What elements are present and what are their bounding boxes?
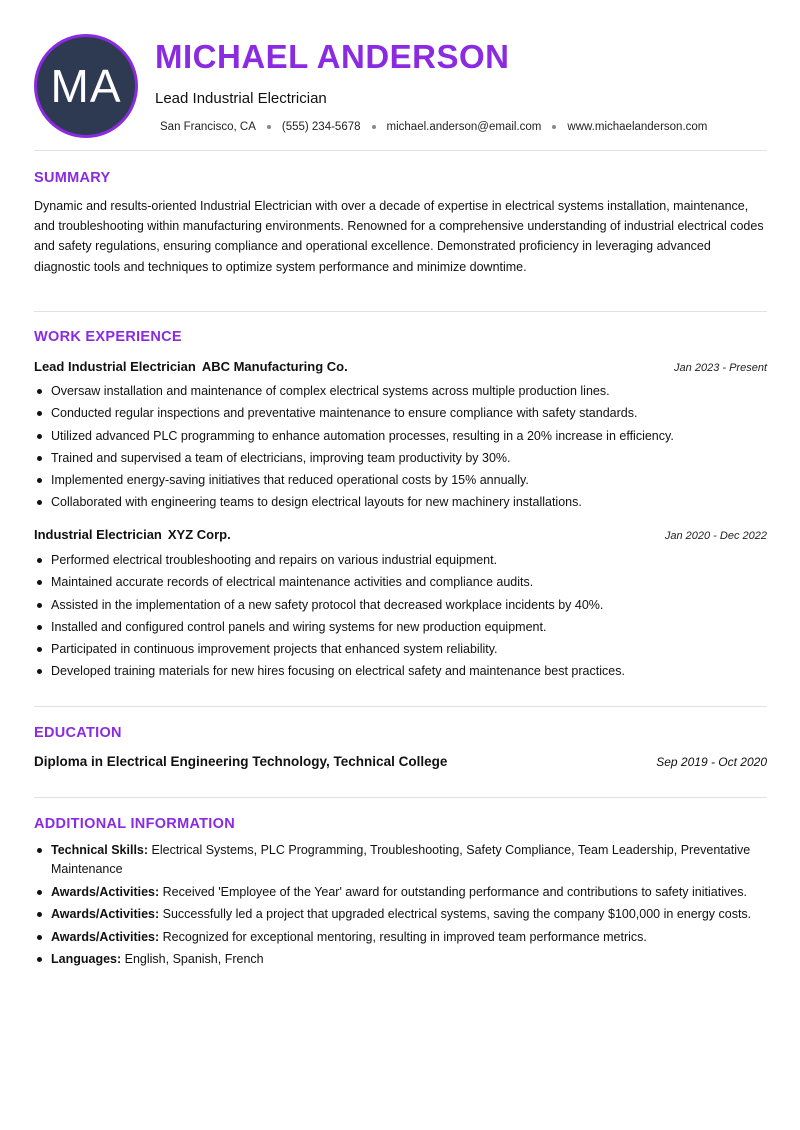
- job-bullets: [34, 380, 767, 514]
- divider: [34, 150, 767, 151]
- contact-row: [160, 121, 707, 133]
- job-date: Jan 2023 - Present: [674, 362, 767, 374]
- info-label: Technical Skills:: [51, 843, 149, 857]
- divider: [34, 706, 767, 707]
- summary-text: Dynamic and results-oriented Industrial Electrician with over a decade of expertise in electrical systems installation, maintenance, and troubleshooting within manufacturing environments. Renowned for a comprehensive understanding of industrial electrical codes and safety regulations, ensuring compliance and operational excellence. Demonstrated proficiency in leveraging advanced diagnostic tools and techniques to optimize system performance and minimize downtime.: [34, 199, 764, 274]
- divider: [34, 797, 767, 798]
- list-item: Performed electrical troubleshooting and repairs on various industrial equipment.: [34, 549, 767, 571]
- list-item: [34, 841, 767, 879]
- education-date: Sep 2019 - Oct 2020: [656, 755, 767, 769]
- list-item: Assisted in the implementation of a new safety protocol that decreased workplace incidents by 40%.: [34, 594, 767, 616]
- education-degree: Diploma in Electrical Engineering Technology, Technical College: [34, 754, 448, 769]
- avatar-initials: MA: [50, 60, 122, 112]
- list-item: Developed training materials for new hires focusing on electrical safety and maintenance best practices.: [34, 660, 767, 682]
- contact-phone: (555) 234-5678: [281, 121, 361, 133]
- info-text: Received 'Employee of the Year' award for outstanding performance and contributions to safety initiatives.: [162, 884, 747, 899]
- list-item: Trained and supervised a team of electricians, improving team productivity by 30%.: [34, 447, 767, 469]
- info-text: Recognized for exceptional mentoring, resulting in improved team performance metrics.: [162, 929, 647, 944]
- list-item: [34, 905, 767, 924]
- list-item: [34, 950, 767, 969]
- job-role-line: [34, 359, 348, 374]
- job-title: Lead Industrial Electrician: [155, 90, 327, 107]
- separator-dot: [552, 125, 556, 129]
- list-item: Installed and configured control panels and wiring systems for new production equipment.: [34, 616, 767, 638]
- education-entry: [34, 754, 767, 769]
- summary-heading: SUMMARY: [34, 170, 111, 186]
- list-item: Utilized advanced PLC programming to enhance automation processes, resulting in a 20% increase in efficiency.: [34, 425, 767, 447]
- additional-info-heading: ADDITIONAL INFORMATION: [34, 816, 235, 832]
- job-date: Jan 2020 - Dec 2022: [664, 530, 767, 542]
- info-text: English, Spanish, French: [124, 952, 264, 966]
- education-heading: EDUCATION: [34, 725, 122, 741]
- list-item: [34, 883, 767, 902]
- job-company: ABC Manufacturing Co.: [201, 359, 348, 374]
- info-text: Successfully led a project that upgraded electrical systems, saving the company $100,000 in energy costs.: [162, 907, 752, 921]
- list-item: Implemented energy-saving initiatives that reduced operational costs by 15% annually.: [34, 469, 767, 491]
- additional-info-list: [34, 841, 767, 973]
- info-label: Languages:: [51, 952, 122, 966]
- info-text: Electrical Systems, PLC Programming, Troubleshooting, Safety Compliance, Team Leadership, Preventative Maintenance: [51, 843, 751, 876]
- separator-dot: [372, 125, 376, 129]
- work-experience-heading: WORK EXPERIENCE: [34, 329, 182, 345]
- job-bullets: [34, 549, 767, 683]
- info-label: Awards/Activities:: [51, 907, 160, 921]
- job-role: Lead Industrial Electrician: [34, 359, 196, 374]
- divider: [34, 311, 767, 312]
- list-item: Conducted regular inspections and preventative maintenance to ensure compliance with safety standards.: [34, 402, 767, 424]
- list-item: Participated in continuous improvement projects that enhanced system reliability.: [34, 638, 767, 660]
- avatar: [34, 34, 138, 138]
- list-item: Oversaw installation and maintenance of complex electrical systems across multiple production lines.: [34, 380, 767, 402]
- job-company: XYZ Corp.: [167, 527, 231, 542]
- list-item: Maintained accurate records of electrical maintenance activities and compliance audits.: [34, 571, 767, 593]
- contact-website[interactable]: www.michaelanderson.com: [567, 121, 708, 133]
- job-role-line: [34, 527, 231, 542]
- job-header: [34, 527, 767, 542]
- separator-dot: [267, 125, 271, 129]
- list-item: Collaborated with engineering teams to design electrical layouts for new machinery installations.: [34, 491, 767, 513]
- contact-location: San Francisco, CA: [160, 121, 256, 133]
- contact-email[interactable]: michael.anderson@email.com: [386, 121, 542, 133]
- info-label: Awards/Activities:: [51, 929, 160, 944]
- candidate-name: MICHAEL ANDERSON: [155, 38, 510, 75]
- job-role: Industrial Electrician: [34, 527, 162, 542]
- list-item: [34, 928, 767, 947]
- job-header: [34, 359, 767, 374]
- info-label: Awards/Activities:: [51, 884, 160, 899]
